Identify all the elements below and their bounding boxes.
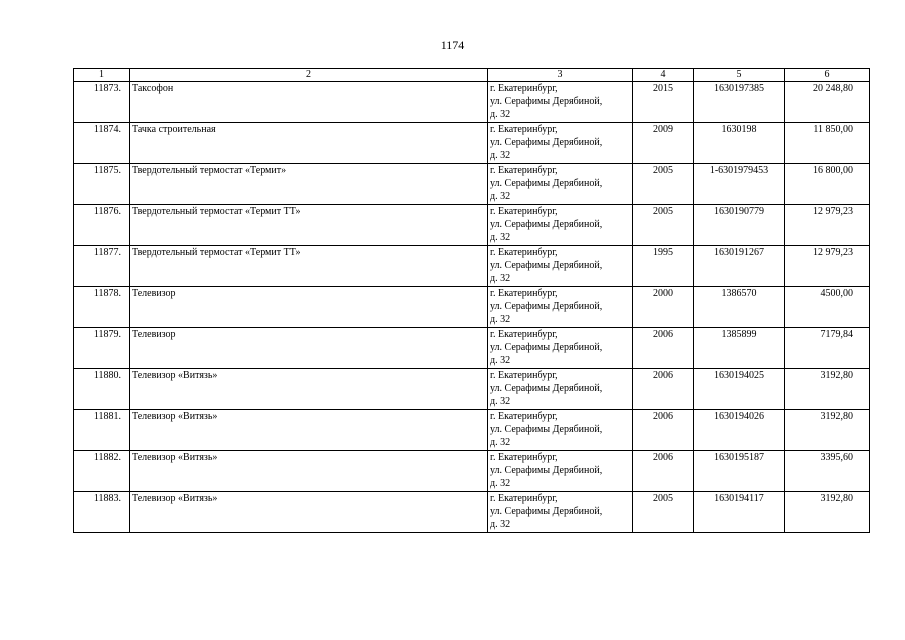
inventory-number-cell: 1630194117 <box>694 492 785 533</box>
address-cell: г. Екатеринбург, ул. Серафимы Дерябиной, д. 32 <box>488 164 633 205</box>
column-header: 4 <box>633 69 694 82</box>
year-cell: 2009 <box>633 123 694 164</box>
item-name-cell: Телевизор «Витязь» <box>130 410 488 451</box>
address-cell: г. Екатеринбург, ул. Серафимы Дерябиной, д. 32 <box>488 205 633 246</box>
row-number-cell: 11882. <box>74 451 130 492</box>
address-cell: г. Екатеринбург, ул. Серафимы Дерябиной, д. 32 <box>488 492 633 533</box>
asset-registry-table <box>73 68 870 533</box>
cost-cell: 16 800,00 <box>785 164 870 205</box>
year-cell: 2015 <box>633 82 694 123</box>
item-name-cell: Твердотельный термостат «Термит ТТ» <box>130 205 488 246</box>
item-name-cell: Телевизор <box>130 328 488 369</box>
inventory-number-cell: 1630191267 <box>694 246 785 287</box>
item-name-cell: Телевизор <box>130 287 488 328</box>
table-row <box>74 492 870 533</box>
cost-cell: 7179,84 <box>785 328 870 369</box>
cost-cell: 4500,00 <box>785 287 870 328</box>
column-header: 1 <box>74 69 130 82</box>
inventory-number-cell: 1630190779 <box>694 205 785 246</box>
row-number-cell: 11875. <box>74 164 130 205</box>
table-header-row <box>74 69 870 82</box>
column-header: 2 <box>130 69 488 82</box>
cost-cell: 11 850,00 <box>785 123 870 164</box>
row-number-cell: 11883. <box>74 492 130 533</box>
inventory-number-cell: 1630194026 <box>694 410 785 451</box>
inventory-number-cell: 1630194025 <box>694 369 785 410</box>
year-cell: 2005 <box>633 205 694 246</box>
address-cell: г. Екатеринбург, ул. Серафимы Дерябиной, д. 32 <box>488 287 633 328</box>
address-cell: г. Екатеринбург, ул. Серафимы Дерябиной, д. 32 <box>488 369 633 410</box>
inventory-number-cell: 1-6301979453 <box>694 164 785 205</box>
item-name-cell: Твердотельный термостат «Термит ТТ» <box>130 246 488 287</box>
address-cell: г. Екатеринбург, ул. Серафимы Дерябиной, д. 32 <box>488 123 633 164</box>
table-row <box>74 328 870 369</box>
address-cell: г. Екатеринбург, ул. Серафимы Дерябиной, д. 32 <box>488 246 633 287</box>
item-name-cell: Твердотельный термостат «Термит» <box>130 164 488 205</box>
table-row <box>74 451 870 492</box>
row-number-cell: 11878. <box>74 287 130 328</box>
cost-cell: 3192,80 <box>785 410 870 451</box>
item-name-cell: Телевизор «Витязь» <box>130 451 488 492</box>
row-number-cell: 11873. <box>74 82 130 123</box>
inventory-number-cell: 1386570 <box>694 287 785 328</box>
row-number-cell: 11877. <box>74 246 130 287</box>
item-name-cell: Тачка строительная <box>130 123 488 164</box>
table-row <box>74 164 870 205</box>
year-cell: 2000 <box>633 287 694 328</box>
row-number-cell: 11879. <box>74 328 130 369</box>
column-header: 3 <box>488 69 633 82</box>
cost-cell: 3192,80 <box>785 492 870 533</box>
column-header: 5 <box>694 69 785 82</box>
table-row <box>74 246 870 287</box>
year-cell: 2006 <box>633 451 694 492</box>
address-cell: г. Екатеринбург, ул. Серафимы Дерябиной, д. 32 <box>488 328 633 369</box>
table-row <box>74 410 870 451</box>
table-row <box>74 123 870 164</box>
year-cell: 2006 <box>633 410 694 451</box>
cost-cell: 12 979,23 <box>785 246 870 287</box>
column-header: 6 <box>785 69 870 82</box>
row-number-cell: 11880. <box>74 369 130 410</box>
row-number-cell: 11881. <box>74 410 130 451</box>
item-name-cell: Таксофон <box>130 82 488 123</box>
year-cell: 2006 <box>633 328 694 369</box>
page-number: 1174 <box>440 38 465 52</box>
item-name-cell: Телевизор «Витязь» <box>130 492 488 533</box>
year-cell: 2005 <box>633 164 694 205</box>
address-cell: г. Екатеринбург, ул. Серафимы Дерябиной, д. 32 <box>488 410 633 451</box>
table-row <box>74 369 870 410</box>
cost-cell: 3395,60 <box>785 451 870 492</box>
year-cell: 2006 <box>633 369 694 410</box>
cost-cell: 12 979,23 <box>785 205 870 246</box>
cost-cell: 20 248,80 <box>785 82 870 123</box>
address-cell: г. Екатеринбург, ул. Серафимы Дерябиной, д. 32 <box>488 82 633 123</box>
row-number-cell: 11874. <box>74 123 130 164</box>
inventory-number-cell: 1630195187 <box>694 451 785 492</box>
address-cell: г. Екатеринбург, ул. Серафимы Дерябиной, д. 32 <box>488 451 633 492</box>
year-cell: 1995 <box>633 246 694 287</box>
row-number-cell: 11876. <box>74 205 130 246</box>
item-name-cell: Телевизор «Витязь» <box>130 369 488 410</box>
table-row <box>74 82 870 123</box>
inventory-number-cell: 1630197385 <box>694 82 785 123</box>
table-row <box>74 287 870 328</box>
inventory-number-cell: 1385899 <box>694 328 785 369</box>
inventory-number-cell: 1630198 <box>694 123 785 164</box>
table-row <box>74 205 870 246</box>
year-cell: 2005 <box>633 492 694 533</box>
cost-cell: 3192,80 <box>785 369 870 410</box>
